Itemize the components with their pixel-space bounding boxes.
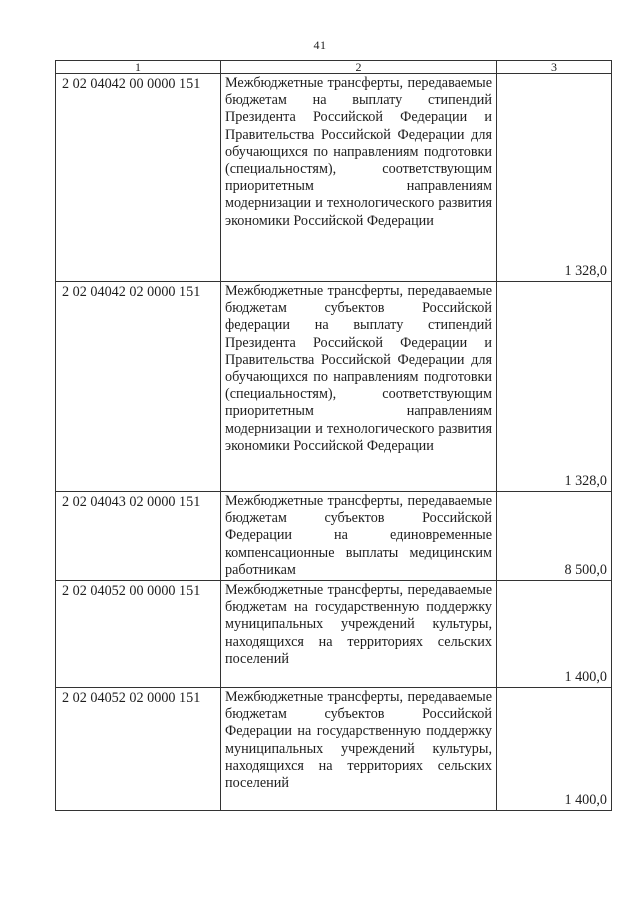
budget-table [55,60,612,811]
amount-cell: 1 400,0 [497,581,612,688]
page-number: 41 [313,38,327,52]
amount-cell: 1 400,0 [497,688,612,811]
column-header-1: 1 [56,61,221,74]
budget-code-cell: 2 02 04043 02 0000 151 [56,492,221,581]
description-cell: Межбюджетные трансферты, передаваемые бюджетам субъектов Российской федерации на выплату стипендий Президента Российской Федерации и Правительства Российской Федерации для обучающихся по направлениям подготовки (специальностям), соответствующим приоритетным направлениям модернизации и технологического развития экономики Российской Федерации [221,282,497,492]
amount-cell: 1 328,0 [497,282,612,492]
description-cell: Межбюджетные трансферты, передаваемые бюджетам субъектов Российской Федерации на государственную поддержку муниципальных учреждений культуры, находящихся на территориях сельских поселений [221,688,497,811]
column-header-2: 2 [221,61,497,74]
column-header-3: 3 [497,61,612,74]
budget-code-cell: 2 02 04052 00 0000 151 [56,581,221,688]
table-row [56,74,612,282]
table-header [56,61,612,74]
table-row [56,282,612,492]
description-cell: Межбюджетные трансферты, передаваемые бюджетам на выплату стипендий Президента Российской Федерации и Правительства Российской Федерации для обучающихся по направлениям подготовки (специальностям), соответствующим приоритетным направлениям модернизации и технологического развития экономики Российской Федерации [221,74,497,282]
budget-code-cell: 2 02 04052 02 0000 151 [56,688,221,811]
amount-cell: 1 328,0 [497,74,612,282]
budget-code-cell: 2 02 04042 02 0000 151 [56,282,221,492]
budget-code-cell: 2 02 04042 00 0000 151 [56,74,221,282]
amount-cell: 8 500,0 [497,492,612,581]
table-row [56,492,612,581]
table-row [56,581,612,688]
description-cell: Межбюджетные трансферты, передаваемые бюджетам субъектов Российской Федерации на единовременные компенсационные выплаты медицинским работникам [221,492,497,581]
table-row [56,688,612,811]
description-cell: Межбюджетные трансферты, передаваемые бюджетам на государственную поддержку муниципальных учреждений культуры, находящихся на территориях сельских поселений [221,581,497,688]
